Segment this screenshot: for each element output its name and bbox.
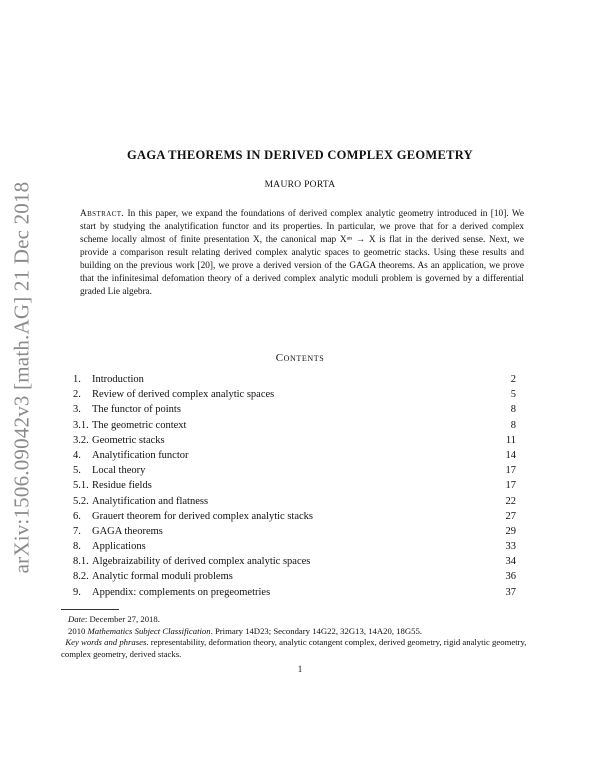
footnote-date-label: Date xyxy=(68,614,85,624)
toc-entry-number: 5. xyxy=(73,465,81,477)
toc-entry-number: 3. xyxy=(73,404,81,416)
toc-entry[interactable] xyxy=(73,509,516,524)
toc-entry-title: Review of derived complex analytic spaces xyxy=(92,389,275,401)
footnote-date xyxy=(61,614,543,626)
toc-entry-number: 3.1. xyxy=(73,419,89,431)
footnote-date-value: : December 27, 2018. xyxy=(84,614,160,624)
toc-entry-number: 7. xyxy=(73,525,81,537)
footnote-msc-value: . Primary 14D23; Secondary 14G22, 32G13, 14A20, 18G55. xyxy=(210,625,422,636)
page-number: 1 xyxy=(297,664,303,674)
toc-entry-title: The geometric context xyxy=(92,419,187,431)
toc-entry-title: Grauert theorem for derived complex analytic stacks xyxy=(92,510,313,522)
footnotes xyxy=(61,614,543,660)
table-of-contents xyxy=(73,372,516,600)
paper-author: MAURO PORTA xyxy=(264,180,336,190)
toc-entry[interactable] xyxy=(73,585,516,600)
toc-entry[interactable] xyxy=(73,539,516,554)
toc-entry-title: Geometric stacks xyxy=(92,434,165,446)
arxiv-identifier-text: arXiv:1506.09042v3 [math.AG] 21 Dec 2018 xyxy=(9,181,34,573)
footnote-keywords-label: Key words and phrases xyxy=(65,637,147,647)
toc-entry-page: 33 xyxy=(505,541,516,553)
footnote-msc-label: Mathematics Subject Classification xyxy=(87,625,211,636)
toc-entry[interactable] xyxy=(73,387,516,402)
toc-entry-page: 34 xyxy=(505,556,516,568)
toc-entry-title: GAGA theorems xyxy=(92,525,163,537)
footnote-keywords-value: . representability, deformation theory, analytic cotangent complex, derived geometry, rigid analytic geometry, complex geometry, derived stacks. xyxy=(61,637,527,659)
toc-entry-page: 22 xyxy=(505,495,516,507)
toc-entry[interactable] xyxy=(73,418,516,433)
footnote-divider xyxy=(61,609,119,610)
abstract-text: In this paper, we expand the foundations of derived complex analytic geometry introduced in [10]. We start by studying the analytification functor and its properties. In particular, we prove that for a derived complex scheme locally almost of finite presentation X, the canonical map Xᵃⁿ → X is flat in the derived sense. Next, we provide a comparison result relating derived complex analytic spaces to geometric stacks. Using these results and building on the previous work [20], we prove a derived version of the GAGA theorems. As an application, we prove that the infinitesimal defomation theory of a derived complex analytic moduli problem is governed by a differential graded Lie algebra. xyxy=(80,209,524,297)
toc-entry[interactable] xyxy=(73,463,516,478)
toc-entry-page: 36 xyxy=(505,571,516,583)
toc-entry[interactable] xyxy=(73,448,516,463)
footnote-keywords xyxy=(61,637,543,660)
contents-heading: Contents xyxy=(275,352,325,364)
toc-entry[interactable] xyxy=(73,554,516,569)
toc-entry-page: 29 xyxy=(505,525,516,537)
toc-entry-number: 8.2. xyxy=(73,571,89,583)
toc-entry[interactable] xyxy=(73,569,516,584)
toc-entry-title: Appendix: complements on pregeometries xyxy=(92,586,271,598)
toc-entry[interactable] xyxy=(73,478,516,493)
toc-entry-page: 37 xyxy=(505,586,516,598)
toc-entry[interactable] xyxy=(73,524,516,539)
toc-entry-page: 27 xyxy=(505,510,516,522)
toc-entry[interactable] xyxy=(73,433,516,448)
abstract xyxy=(80,208,524,299)
toc-entry-page: 8 xyxy=(510,404,516,416)
toc-entry-number: 4. xyxy=(73,449,81,461)
toc-entry-number: 2. xyxy=(73,389,81,401)
toc-entry-page: 14 xyxy=(505,449,516,461)
toc-entry-number: 8.1. xyxy=(73,556,89,568)
toc-entry-page: 2 xyxy=(510,374,516,385)
paper-title: GAGA THEOREMS IN DERIVED COMPLEX GEOMETRY xyxy=(126,148,474,162)
toc-entry-title: Residue fields xyxy=(92,480,152,492)
toc-entry-page: 11 xyxy=(505,434,516,446)
toc-entry[interactable] xyxy=(73,402,516,417)
toc-entry-number: 5.1. xyxy=(73,480,89,492)
toc-entry-page: 5 xyxy=(510,389,516,401)
toc-entry-number: 8. xyxy=(73,541,81,553)
toc-entry-number: 1. xyxy=(73,374,81,385)
toc-entry-number: 9. xyxy=(73,586,81,598)
toc-entry-title: Analytification functor xyxy=(92,449,189,461)
abstract-label: Abstract. xyxy=(80,209,125,219)
arxiv-identifier-stamp xyxy=(9,181,34,573)
toc-entry-title: Introduction xyxy=(92,374,144,385)
toc-entry-title: Algebraizability of derived complex analytic spaces xyxy=(92,556,311,568)
toc-entry[interactable] xyxy=(73,372,516,387)
toc-entry-title: Applications xyxy=(92,541,146,553)
footnote-msc xyxy=(61,626,543,638)
toc-entry-page: 17 xyxy=(505,480,516,492)
toc-entry-page: 8 xyxy=(510,419,516,431)
toc-entry-title: Analytification and flatness xyxy=(92,495,209,507)
toc-entry-page: 17 xyxy=(505,465,516,477)
toc-entry-title: Local theory xyxy=(92,465,146,477)
toc-entry-number: 3.2. xyxy=(73,434,89,446)
toc-entry[interactable] xyxy=(73,494,516,509)
toc-entry-title: Analytic formal moduli problems xyxy=(92,571,233,583)
footnote-msc-prefix: 2010 xyxy=(68,625,88,636)
toc-entry-number: 5.2. xyxy=(73,495,89,507)
toc-entry-number: 6. xyxy=(73,510,81,522)
toc-entry-title: The functor of points xyxy=(92,404,181,416)
